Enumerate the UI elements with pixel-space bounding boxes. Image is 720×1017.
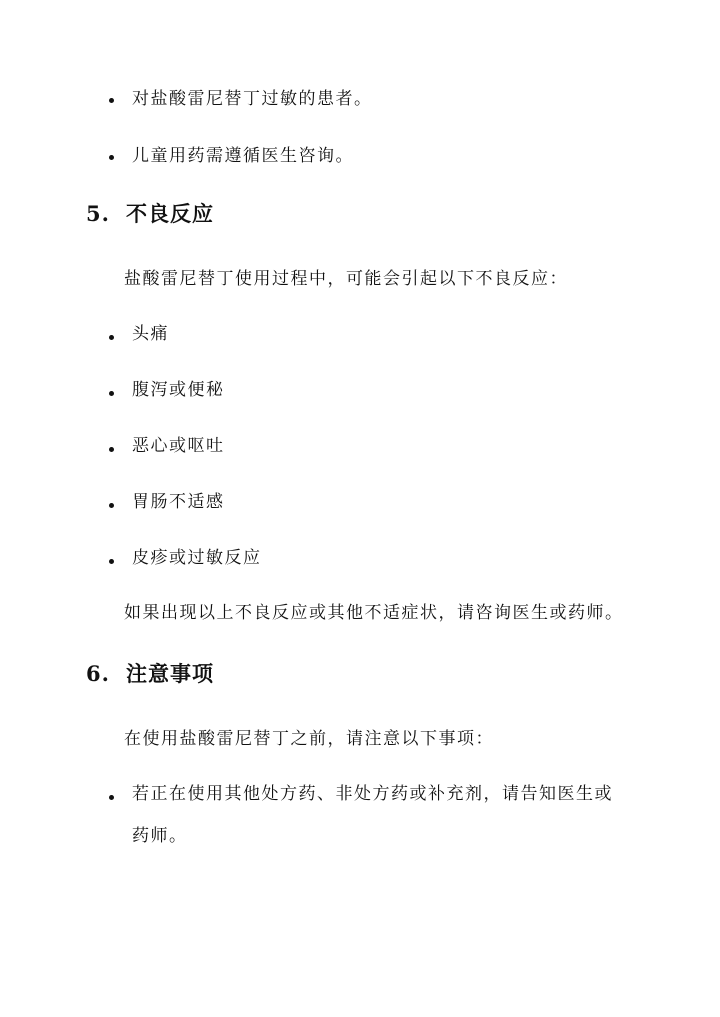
list-item-text: 头痛	[132, 324, 169, 344]
list-item-text: 对盐酸雷尼替丁过敏的患者。	[132, 89, 373, 109]
list-item-text: 恶心或呕吐	[132, 436, 225, 456]
list-item-text: 若正在使用其他处方药、非处方药或补充剂，请告知医生或	[132, 784, 613, 804]
list-item-text: 胃肠不适感	[132, 492, 225, 512]
paragraph: 盐酸雷尼替丁使用过程中，可能会引起以下不良反应：	[124, 269, 568, 289]
paragraph: 如果出现以上不良反应或其他不适症状，请咨询医生或药师。	[124, 603, 624, 623]
bullet-icon	[109, 447, 114, 452]
list-item-text: 腹泻或便秘	[132, 380, 225, 400]
section-heading	[86, 200, 214, 228]
bullet-icon	[109, 391, 114, 396]
bullet-icon	[109, 335, 114, 340]
section-title: 不良反应	[126, 201, 214, 226]
list-item-text: 皮疹或过敏反应	[132, 548, 262, 568]
section-number: 5.	[86, 201, 110, 226]
bullet-icon	[109, 98, 114, 103]
bullet-icon	[109, 155, 114, 160]
bullet-icon	[109, 503, 114, 508]
list-item-text: 儿童用药需遵循医生咨询。	[132, 146, 354, 166]
section-heading	[86, 660, 214, 688]
bullet-icon	[109, 795, 114, 800]
section-number: 6.	[86, 661, 110, 686]
bullet-icon	[109, 559, 114, 564]
list-item-text-continued: 药师。	[132, 826, 188, 846]
paragraph: 在使用盐酸雷尼替丁之前，请注意以下事项：	[124, 729, 494, 749]
section-title: 注意事项	[126, 661, 214, 686]
